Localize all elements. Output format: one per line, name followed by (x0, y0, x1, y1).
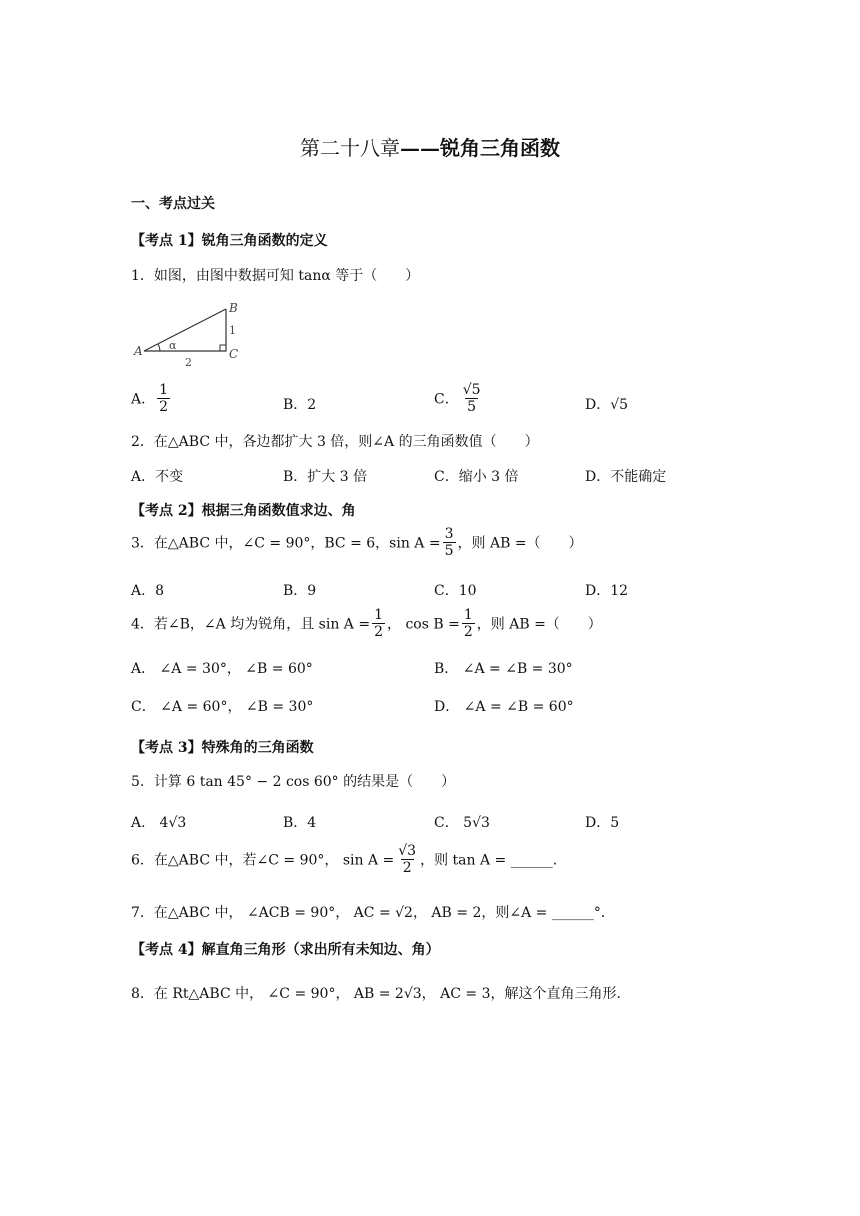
q1-option-b: B．2 (283, 397, 317, 413)
q4-option-c: C． ∠A = 60°， ∠B = 30° (131, 699, 314, 715)
kaodian-1-heading: 【考点 1】锐角三角函数的定义 (131, 233, 328, 249)
question-1: 1．如图，由图中数据可知 tanα 等于（ ） (131, 268, 420, 284)
label-alpha: α (169, 339, 177, 352)
q2-option-b: B．扩大 3 倍 (283, 469, 368, 485)
title-chapter: 第二十八章 (300, 136, 400, 160)
question-6: 6．在△ABC 中，若∠C = 90°， sin A = $\frac{√3}{2}$ ，则 tan A = ______. (131, 843, 558, 877)
q2-option-d: D．不能确定 (585, 469, 667, 485)
question-4: 4．若∠B，∠A 均为锐角，且 sin A = $\frac{1}{2}$ ， cos B = $\frac{1}{2}$ ，则 AB =（ ） (131, 607, 602, 641)
section-heading: 一、考点过关 (131, 196, 215, 212)
q1-option-c: C． $\frac{√5}{5}$ (434, 382, 481, 416)
q5-option-c: C． 5√3 (434, 815, 490, 831)
label-side-ac: 2 (185, 356, 192, 369)
q4-option-b: B． ∠A = ∠B = 30° (434, 661, 573, 677)
q1-option-a: A． $\frac{1}{2}$ (131, 382, 169, 416)
question-3: 3．在△ABC 中，∠C = 90°，BC = 6，sin A = $\frac{3}{5}$ ，则 AB =（ ） (131, 526, 583, 560)
q3-option-b: B．9 (283, 583, 317, 599)
q4-option-d: D． ∠A = ∠B = 60° (434, 699, 574, 715)
q3-option-c: C．10 (434, 583, 477, 599)
label-side-bc: 1 (229, 324, 236, 337)
angle-arc (158, 344, 160, 351)
q3-option-a: A．8 (131, 583, 165, 599)
question-8: 8．在 Rt△ABC 中， ∠C = 90°， AB = 2√3， AC = 3，解这个直角三角形. (131, 986, 621, 1002)
q5-option-a: A． 4√3 (131, 815, 187, 831)
triangle-figure (130, 300, 250, 370)
label-b: B (229, 301, 238, 315)
label-a: A (134, 344, 143, 358)
q5-option-d: D．5 (585, 815, 620, 831)
q4-option-a: A． ∠A = 30°， ∠B = 60° (131, 661, 313, 677)
side-ab (144, 309, 226, 351)
label-c: C (229, 347, 239, 361)
kaodian-4-heading: 【考点 4】解直角三角形（求出所有未知边、角） (131, 942, 440, 958)
page-title (0, 132, 860, 161)
title-topic: ——锐角三角函数 (400, 136, 560, 160)
q5-option-b: B．4 (283, 815, 317, 831)
kaodian-2-heading: 【考点 2】根据三角函数值求边、角 (131, 503, 356, 519)
q2-option-c: C．缩小 3 倍 (434, 469, 519, 485)
q2-option-a: A．不变 (131, 469, 184, 485)
question-2: 2．在△ABC 中，各边都扩大 3 倍，则∠A 的三角函数值（ ） (131, 434, 539, 450)
q3-option-d: D．12 (585, 583, 629, 599)
kaodian-3-heading: 【考点 3】特殊角的三角函数 (131, 740, 314, 756)
right-angle-mark (220, 345, 226, 351)
q1-option-d: D．√5 (585, 397, 629, 413)
question-5: 5．计算 6 tan 45° − 2 cos 60° 的结果是（ ） (131, 774, 456, 790)
question-7: 7．在△ABC 中， ∠ACB = 90°， AC = √2， AB = 2，则∠A = ______°． (131, 905, 615, 921)
